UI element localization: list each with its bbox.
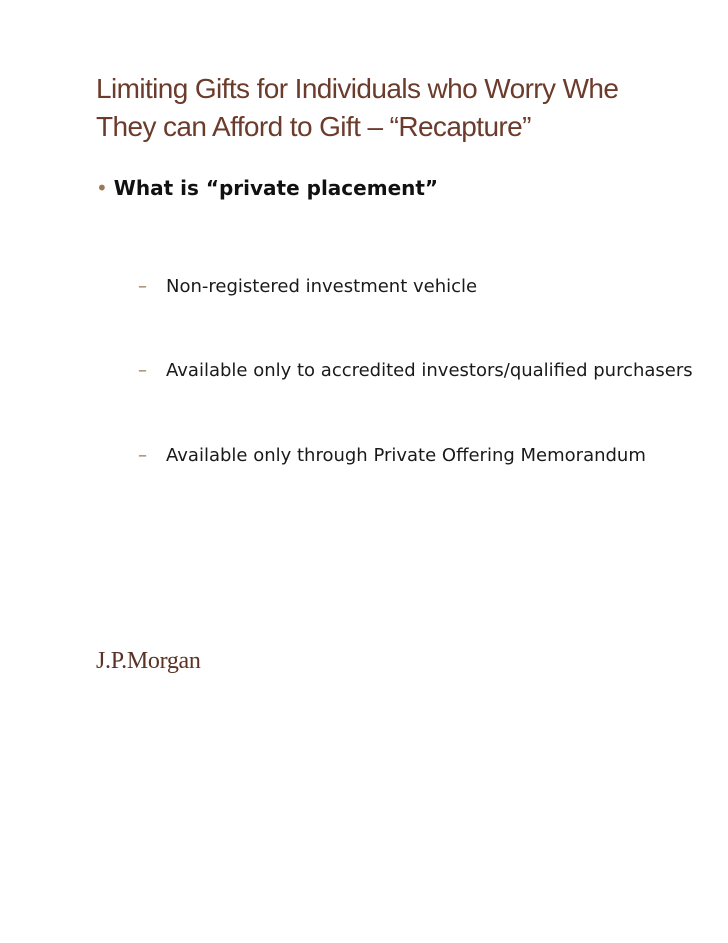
sub-bullet-marker: – [138,276,147,297]
sub-bullet-marker: – [138,445,147,466]
sub-bullet-text: Available only through Private Offering Memorandum [166,445,646,466]
jp-morgan-logo: J.P.Morgan [96,648,201,674]
sub-bullet-text: Non-registered investment vehicle [166,276,478,297]
slide-title [96,70,618,146]
sub-bullet-text: Available only to accredited investors/qualified purchasers [166,360,693,381]
main-bullet-text: What is “private placement” [113,176,439,200]
sub-bullet-3 [138,443,646,469]
slide-title-line-2: They can Afford to Gift – “Recapture” [96,111,531,142]
sub-bullet-marker: – [138,360,147,381]
bullet-marker: • [96,176,108,200]
slide-title-line-1: Limiting Gifts for Individuals who Worry Whe [96,73,619,104]
main-bullet [96,174,438,202]
sub-bullet-2 [138,358,693,384]
sub-bullet-1 [138,274,477,300]
